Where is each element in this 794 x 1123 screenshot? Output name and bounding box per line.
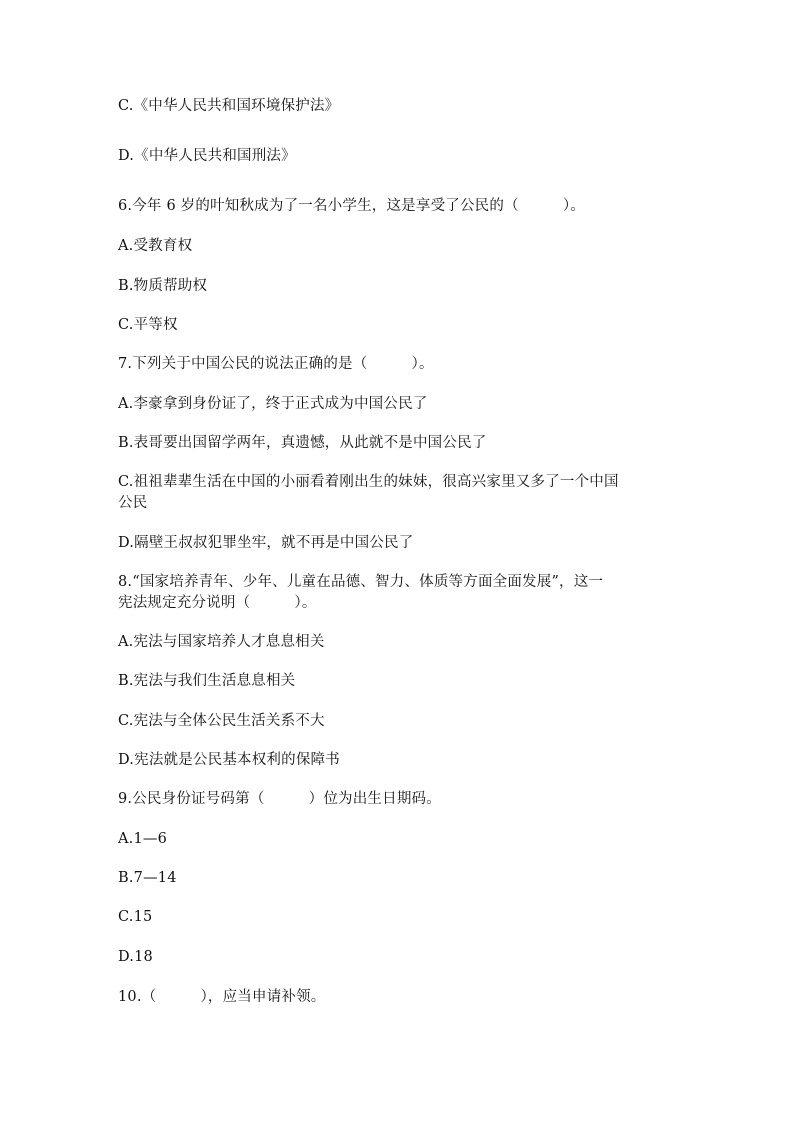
q6-option-b: B.物质帮助权 bbox=[118, 278, 208, 294]
q8-question: 8.“国家培养青年、少年、儿童在品德、智力、体质等方面全面发展”，这一 bbox=[118, 574, 604, 590]
q7-option-b: B.表哥要出国留学两年，真遗憾，从此就不是中国公民了 bbox=[118, 435, 487, 451]
q5-option-d: D.《中华人民共和国刑法》 bbox=[118, 148, 296, 164]
q8-question-continued: 宪法规定充分说明（ ）。 bbox=[118, 595, 317, 611]
q6-option-c: C.平等权 bbox=[118, 317, 178, 333]
q9-option-d: D.18 bbox=[118, 949, 153, 965]
q7-option-a: A.李豪拿到身份证了，终于正式成为中国公民了 bbox=[118, 396, 428, 412]
q10-question: 10.（ ），应当申请补领。 bbox=[118, 989, 326, 1005]
q9-option-c: C.15 bbox=[118, 909, 153, 925]
q7-option-c: C.祖祖辈辈生活在中国的小丽看着刚出生的妹妹，很高兴家里又多了一个中国 bbox=[118, 474, 619, 490]
q7-option-d: D.隔壁王叔叔犯罪坐牢，就不再是中国公民了 bbox=[118, 535, 414, 551]
q7-option-c-continued: 公民 bbox=[118, 495, 148, 511]
q9-option-a: A.1—6 bbox=[118, 831, 168, 847]
q6-option-a: A.受教育权 bbox=[118, 238, 193, 254]
q8-option-b: B.宪法与我们生活息息相关 bbox=[118, 673, 296, 689]
q9-question: 9.公民身份证号码第（ ）位为出生日期码。 bbox=[118, 791, 441, 807]
q6-question: 6.今年 6 岁的叶知秋成为了一名小学生，这是享受了公民的（ ）。 bbox=[118, 198, 586, 214]
q8-option-d: D.宪法就是公民基本权利的保障书 bbox=[118, 752, 340, 768]
q5-option-c: C.《中华人民共和国环境保护法》 bbox=[118, 98, 340, 114]
q7-question: 7.下列关于中国公民的说法正确的是（ ）。 bbox=[118, 356, 434, 372]
q8-option-a: A.宪法与国家培养人才息息相关 bbox=[118, 634, 325, 650]
q9-option-b: B.7—14 bbox=[118, 870, 177, 886]
q8-option-c: C.宪法与全体公民生活关系不大 bbox=[118, 713, 325, 729]
